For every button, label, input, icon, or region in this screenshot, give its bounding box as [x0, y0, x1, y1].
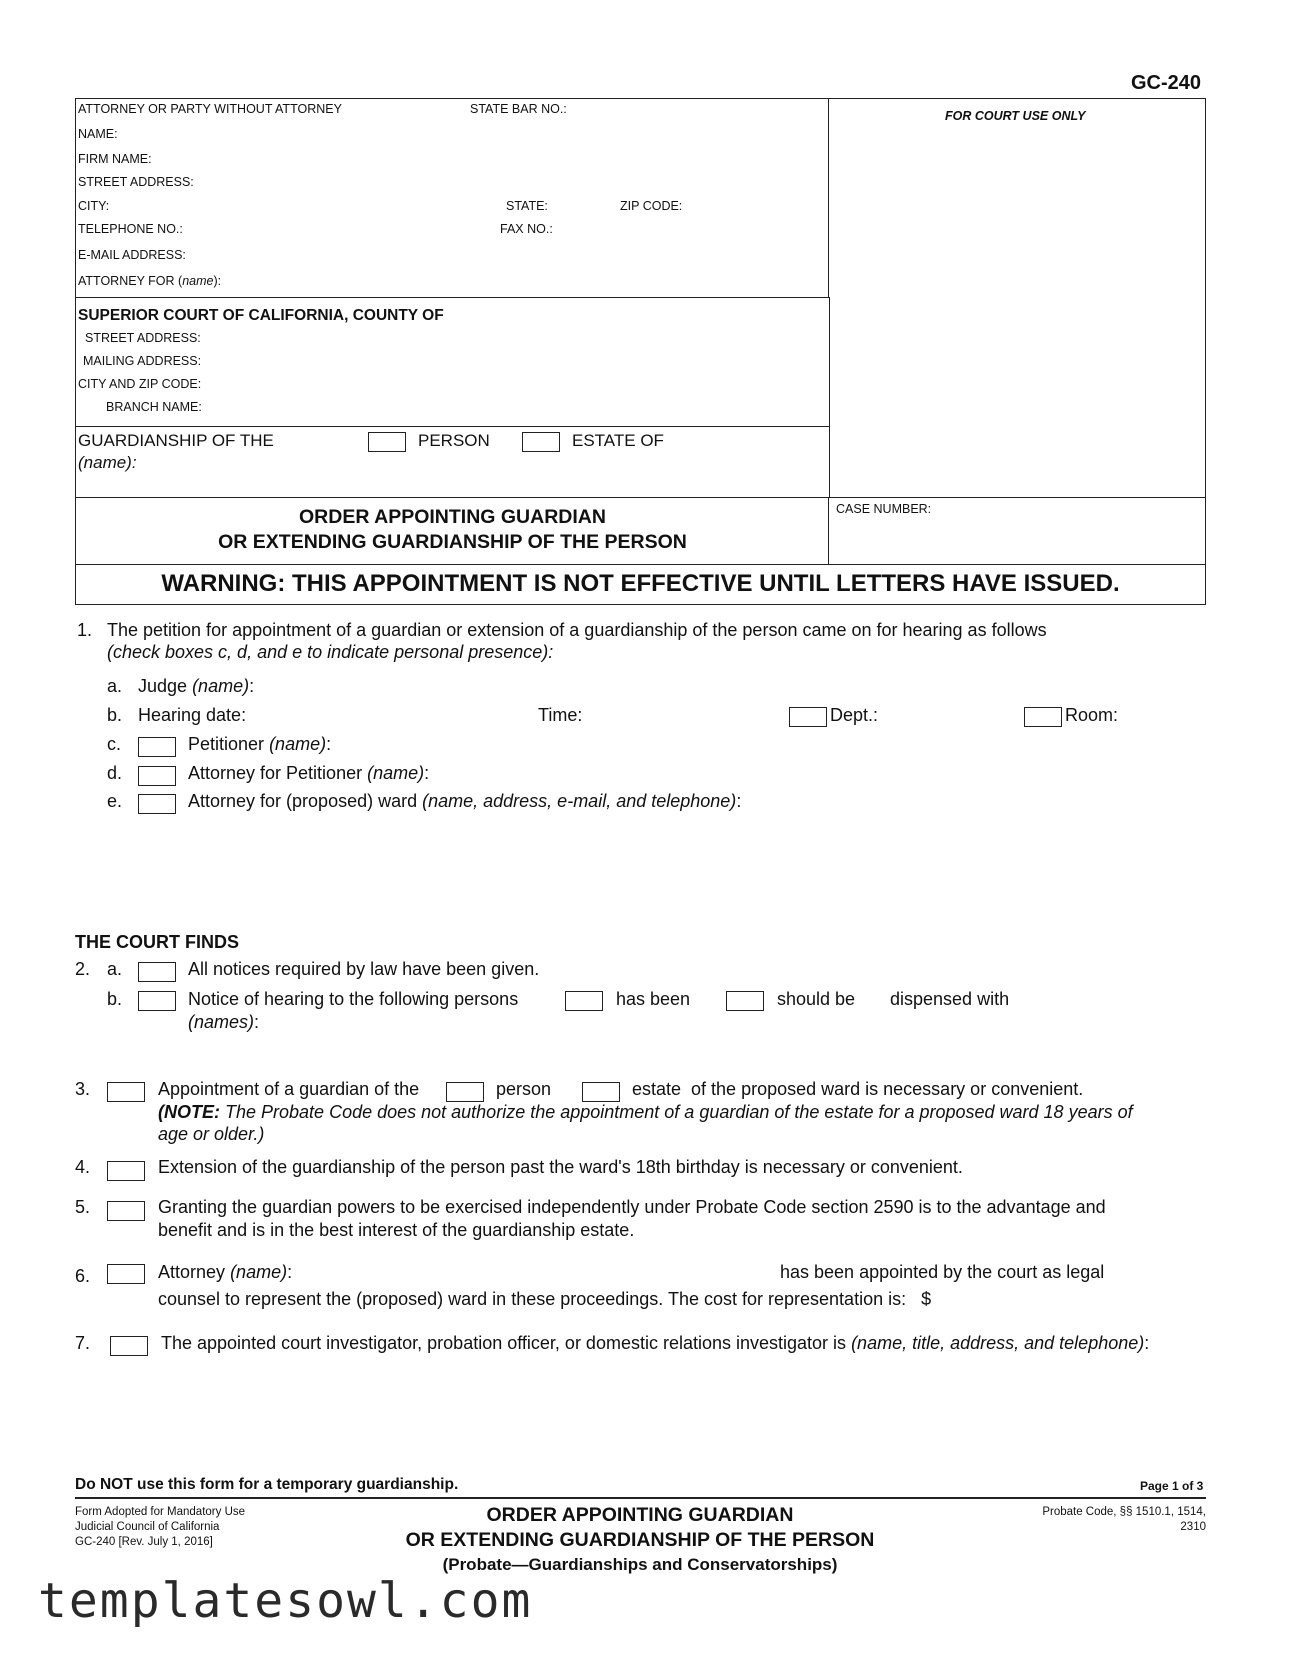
hearing-date-label: Hearing date:: [138, 705, 247, 725]
item5-text-line2: benefit and is in the best interest of the guardianship estate.: [158, 1220, 635, 1240]
firm-label: FIRM NAME:: [78, 152, 152, 166]
item7-checkbox[interactable]: [110, 1336, 148, 1356]
do-not-use-note: Do NOT use this form for a temporary guardianship.: [75, 1476, 459, 1493]
footer-title: [340, 1503, 940, 1577]
street-label: STREET ADDRESS:: [78, 175, 194, 189]
item1b-letter: b.: [107, 705, 123, 725]
item6-number: 6.: [75, 1266, 91, 1286]
email-label: E-MAIL ADDRESS:: [78, 248, 186, 262]
court-use-box: [828, 98, 1206, 499]
guardianship-name-label: (name):: [78, 453, 137, 472]
item3-person-checkbox[interactable]: [446, 1082, 484, 1102]
court-branch-label: BRANCH NAME:: [106, 400, 202, 414]
state-bar-label: STATE BAR NO.:: [470, 102, 567, 116]
item5-checkbox[interactable]: [107, 1201, 145, 1221]
item6-right-text: has been appointed by the court as legal: [780, 1262, 1105, 1282]
fax-label: FAX NO.:: [500, 222, 553, 236]
item1a-letter: a.: [107, 676, 123, 696]
item2-number: 2.: [75, 959, 91, 979]
item1-note: (check boxes c, d, and e to indicate personal presence):: [107, 642, 554, 662]
attorney-ward-checkbox[interactable]: [138, 794, 176, 814]
person-checkbox[interactable]: [368, 432, 406, 452]
attorney-ward-label: Attorney for (proposed) ward (name, address, e-mail, and telephone):: [188, 791, 742, 811]
hearing-time-label: Time:: [538, 705, 583, 725]
court-mailing-label: MAILING ADDRESS:: [83, 354, 202, 368]
item5-number: 5.: [75, 1197, 91, 1217]
phone-label: TELEPHONE NO.:: [78, 222, 183, 236]
room-checkbox[interactable]: [1024, 707, 1062, 727]
estate-checkbox[interactable]: [522, 432, 560, 452]
item3-note: (NOTE: The Probate Code does not authorize the appointment of a guardian of the estate for a proposed ward 18 years of: [158, 1102, 1133, 1122]
attorney-petitioner-checkbox[interactable]: [138, 766, 176, 786]
attorney-petitioner-label: Attorney for Petitioner (name):: [188, 763, 430, 783]
zip-label: ZIP CODE:: [620, 199, 683, 213]
adopted-line1: Form Adopted for Mandatory Use: [75, 1506, 246, 1518]
item4-number: 4.: [75, 1157, 91, 1177]
item2b-letter: b.: [107, 989, 123, 1009]
form-id: GC-240: [1131, 72, 1202, 94]
item5-text: Granting the guardian powers to be exercised independently under Probate Code section 2590 is to the advantage and: [158, 1197, 1106, 1217]
form-adopted-block: [75, 1505, 245, 1550]
item6-checkbox[interactable]: [107, 1264, 145, 1284]
code-line2: 2310: [1180, 1521, 1206, 1533]
item3-person-label: person: [496, 1079, 552, 1099]
case-number-label: CASE NUMBER:: [836, 502, 932, 516]
dept-checkbox[interactable]: [789, 707, 827, 727]
footer-title-line2: OR EXTENDING GUARDIANSHIP OF THE PERSON: [405, 1529, 875, 1551]
item3-note-line2: age or older.): [158, 1124, 265, 1144]
petitioner-checkbox[interactable]: [138, 737, 176, 757]
item4-checkbox[interactable]: [107, 1161, 145, 1181]
petitioner-label: Petitioner (name):: [188, 734, 332, 754]
court-use-label: FOR COURT USE ONLY: [945, 109, 1086, 123]
item3-estate-label: estate of the proposed ward is necessary or convenient.: [632, 1079, 1084, 1099]
item1a-label: Judge (name):: [138, 676, 255, 696]
should-be-label: should be: [777, 989, 856, 1009]
form-title-line1: ORDER APPOINTING GUARDIAN: [299, 506, 606, 528]
item2a-letter: a.: [107, 959, 123, 979]
adopted-line3: GC-240 [Rev. July 1, 2016]: [75, 1536, 213, 1548]
item1e-letter: e.: [107, 791, 123, 811]
adopted-line2: Judicial Council of California: [75, 1521, 220, 1533]
item1d-letter: d.: [107, 763, 123, 783]
room-label: Room:: [1065, 705, 1119, 725]
watermark: templatesowl.com: [38, 1573, 533, 1629]
notices-given-checkbox[interactable]: [138, 962, 176, 982]
warning-text: WARNING: THIS APPOINTMENT IS NOT EFFECTIVE UNTIL LETTERS HAVE ISSUED.: [161, 570, 1120, 597]
item3-estate-checkbox[interactable]: [582, 1082, 620, 1102]
item3-number: 3.: [75, 1079, 91, 1099]
should-be-checkbox[interactable]: [726, 991, 764, 1011]
estate-label: ESTATE OF: [572, 431, 664, 450]
names-label: (names):: [188, 1012, 260, 1032]
state-label: STATE:: [506, 199, 548, 213]
item6-line2: counsel to represent the (proposed) ward in these proceedings. The cost for representation is: $: [158, 1289, 932, 1309]
page-number: Page 1 of 3: [1140, 1479, 1204, 1493]
item3-text: Appointment of a guardian of the: [158, 1079, 420, 1099]
item1-number: 1.: [77, 620, 93, 640]
dept-label: Dept.:: [830, 705, 879, 725]
footer-title-line3: (Probate—Guardianships and Conservatorships): [442, 1555, 838, 1574]
has-been-label: has been: [616, 989, 691, 1009]
city-label: CITY:: [78, 199, 110, 213]
form-title-line2: OR EXTENDING GUARDIANSHIP OF THE PERSON: [218, 531, 687, 553]
footer-title-line1: ORDER APPOINTING GUARDIAN: [486, 1504, 794, 1526]
notices-given-text: All notices required by law have been given.: [188, 959, 540, 979]
code-line1: Probate Code, §§ 1510.1, 1514,: [1042, 1506, 1206, 1518]
form-title: [75, 505, 830, 555]
person-label: PERSON: [418, 431, 490, 450]
attorney-for-label: ATTORNEY FOR (name):: [78, 274, 222, 288]
dispensed-with-label: dispensed with: [890, 989, 1010, 1009]
attorney-box: [75, 98, 830, 299]
notice-hearing-text: Notice of hearing to the following persons: [188, 989, 519, 1009]
item1-text: The petition for appointment of a guardian or extension of a guardianship of the person came on for hearing as follows: [107, 620, 1047, 640]
item1c-letter: c.: [107, 734, 122, 754]
guardianship-label: GUARDIANSHIP OF THE: [78, 431, 274, 450]
item7-text: The appointed court investigator, probation officer, or domestic relations investigator is (name, title, address, and telephone):: [161, 1333, 1150, 1353]
court-street-label: STREET ADDRESS:: [85, 331, 201, 345]
has-been-checkbox[interactable]: [565, 991, 603, 1011]
footer-divider: [75, 1497, 1206, 1499]
court-finds-heading: THE COURT FINDS: [75, 932, 239, 952]
item4-text: Extension of the guardianship of the person past the ward's 18th birthday is necessary or convenient.: [158, 1157, 963, 1177]
notice-hearing-checkbox[interactable]: [138, 991, 176, 1011]
name-label: NAME:: [78, 127, 118, 141]
item6-label: Attorney (name):: [158, 1262, 293, 1282]
court-city-label: CITY AND ZIP CODE:: [78, 377, 202, 391]
court-title: SUPERIOR COURT OF CALIFORNIA, COUNTY OF: [78, 307, 444, 324]
item3-checkbox[interactable]: [107, 1082, 145, 1102]
attorney-label: ATTORNEY OR PARTY WITHOUT ATTORNEY: [78, 102, 342, 116]
probate-code-ref: [960, 1505, 1206, 1535]
item7-number: 7.: [75, 1333, 91, 1353]
